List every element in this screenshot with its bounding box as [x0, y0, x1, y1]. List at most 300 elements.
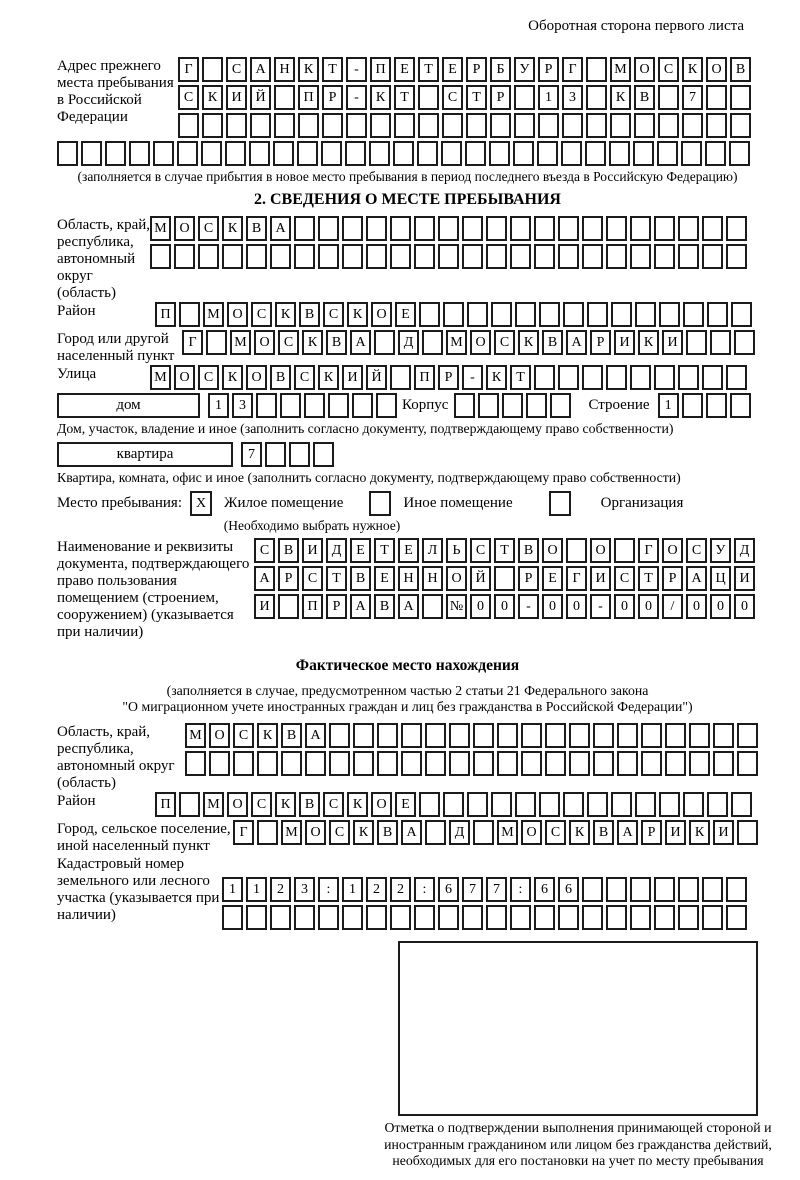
- char-cell[interactable]: :: [510, 877, 531, 902]
- char-cell[interactable]: П: [155, 302, 176, 327]
- char-cell[interactable]: [366, 244, 387, 269]
- char-cell[interactable]: [462, 905, 483, 930]
- char-cell[interactable]: [467, 792, 488, 817]
- char-cell[interactable]: [678, 905, 699, 930]
- char-cell[interactable]: [569, 723, 590, 748]
- char-cell[interactable]: Е: [374, 566, 395, 591]
- char-cell[interactable]: [558, 216, 579, 241]
- char-cell[interactable]: [209, 751, 230, 776]
- char-cell[interactable]: [586, 113, 607, 138]
- char-cell[interactable]: 0: [614, 594, 635, 619]
- char-cell[interactable]: [659, 792, 680, 817]
- char-cell[interactable]: [585, 141, 606, 166]
- char-cell[interactable]: О: [446, 566, 467, 591]
- char-cell[interactable]: [473, 751, 494, 776]
- char-cell[interactable]: [265, 442, 286, 467]
- char-cell[interactable]: [569, 751, 590, 776]
- char-cell[interactable]: С: [614, 566, 635, 591]
- char-cell[interactable]: [497, 751, 518, 776]
- char-cell[interactable]: Т: [326, 566, 347, 591]
- char-cell[interactable]: [81, 141, 102, 166]
- char-cell[interactable]: [318, 244, 339, 269]
- char-cell[interactable]: [654, 216, 675, 241]
- char-cell[interactable]: [202, 57, 223, 82]
- char-cell[interactable]: [658, 113, 679, 138]
- char-cell[interactable]: 1: [246, 877, 267, 902]
- char-cell[interactable]: [257, 751, 278, 776]
- char-cell[interactable]: М: [203, 792, 224, 817]
- char-cell[interactable]: -: [590, 594, 611, 619]
- char-cell[interactable]: [466, 113, 487, 138]
- char-cell[interactable]: А: [350, 594, 371, 619]
- char-cell[interactable]: [726, 877, 747, 902]
- char-cell[interactable]: 0: [686, 594, 707, 619]
- char-cell[interactable]: [153, 141, 174, 166]
- char-cell[interactable]: [707, 302, 728, 327]
- char-cell[interactable]: [438, 216, 459, 241]
- char-cell[interactable]: С: [233, 723, 254, 748]
- char-cell[interactable]: [635, 302, 656, 327]
- char-cell[interactable]: А: [617, 820, 638, 845]
- char-cell[interactable]: [713, 751, 734, 776]
- char-cell[interactable]: 1: [538, 85, 559, 110]
- char-cell[interactable]: [654, 244, 675, 269]
- char-cell[interactable]: [201, 141, 222, 166]
- char-cell[interactable]: [593, 751, 614, 776]
- char-cell[interactable]: В: [593, 820, 614, 845]
- char-cell[interactable]: А: [398, 594, 419, 619]
- char-cell[interactable]: [401, 751, 422, 776]
- char-cell[interactable]: [246, 905, 267, 930]
- char-cell[interactable]: [342, 244, 363, 269]
- char-cell[interactable]: [150, 244, 171, 269]
- char-cell[interactable]: О: [662, 538, 683, 563]
- char-cell[interactable]: 1: [208, 393, 229, 418]
- checkbox-organization[interactable]: [549, 491, 571, 516]
- char-cell[interactable]: [377, 751, 398, 776]
- char-cell[interactable]: [342, 905, 363, 930]
- char-cell[interactable]: К: [257, 723, 278, 748]
- char-cell[interactable]: [665, 751, 686, 776]
- char-cell[interactable]: [414, 905, 435, 930]
- char-cell[interactable]: [414, 216, 435, 241]
- char-cell[interactable]: А: [401, 820, 422, 845]
- char-cell[interactable]: [563, 792, 584, 817]
- char-cell[interactable]: [730, 393, 751, 418]
- char-cell[interactable]: К: [569, 820, 590, 845]
- char-cell[interactable]: [582, 877, 603, 902]
- char-cell[interactable]: А: [254, 566, 275, 591]
- char-cell[interactable]: И: [734, 566, 755, 591]
- char-cell[interactable]: К: [222, 365, 243, 390]
- char-cell[interactable]: [683, 792, 704, 817]
- char-cell[interactable]: В: [350, 566, 371, 591]
- char-cell[interactable]: Р: [662, 566, 683, 591]
- char-cell[interactable]: Л: [422, 538, 443, 563]
- char-cell[interactable]: Р: [322, 85, 343, 110]
- char-cell[interactable]: О: [706, 57, 727, 82]
- char-cell[interactable]: [682, 393, 703, 418]
- char-cell[interactable]: [422, 594, 443, 619]
- char-cell[interactable]: К: [518, 330, 539, 355]
- char-cell[interactable]: [539, 302, 560, 327]
- char-cell[interactable]: К: [689, 820, 710, 845]
- char-cell[interactable]: Г: [566, 566, 587, 591]
- char-cell[interactable]: [494, 566, 515, 591]
- char-cell[interactable]: Т: [510, 365, 531, 390]
- char-cell[interactable]: [294, 216, 315, 241]
- char-cell[interactable]: В: [377, 820, 398, 845]
- char-cell[interactable]: [249, 141, 270, 166]
- char-cell[interactable]: [614, 538, 635, 563]
- char-cell[interactable]: [374, 330, 395, 355]
- char-cell[interactable]: С: [470, 538, 491, 563]
- char-cell[interactable]: [177, 141, 198, 166]
- char-cell[interactable]: [537, 141, 558, 166]
- char-cell[interactable]: 2: [390, 877, 411, 902]
- char-cell[interactable]: [726, 365, 747, 390]
- char-cell[interactable]: 1: [222, 877, 243, 902]
- char-cell[interactable]: П: [298, 85, 319, 110]
- char-cell[interactable]: [682, 113, 703, 138]
- char-cell[interactable]: [425, 723, 446, 748]
- char-cell[interactable]: [513, 141, 534, 166]
- char-cell[interactable]: [630, 244, 651, 269]
- char-cell[interactable]: [606, 365, 627, 390]
- char-cell[interactable]: О: [521, 820, 542, 845]
- char-cell[interactable]: Н: [398, 566, 419, 591]
- char-cell[interactable]: [737, 751, 758, 776]
- char-cell[interactable]: О: [590, 538, 611, 563]
- char-cell[interactable]: И: [713, 820, 734, 845]
- char-cell[interactable]: 1: [342, 877, 363, 902]
- char-cell[interactable]: А: [305, 723, 326, 748]
- char-cell[interactable]: С: [302, 566, 323, 591]
- char-cell[interactable]: [534, 244, 555, 269]
- char-cell[interactable]: [737, 820, 758, 845]
- char-cell[interactable]: С: [323, 302, 344, 327]
- char-cell[interactable]: [630, 365, 651, 390]
- char-cell[interactable]: [521, 751, 542, 776]
- char-cell[interactable]: М: [230, 330, 251, 355]
- char-cell[interactable]: Р: [466, 57, 487, 82]
- char-cell[interactable]: [105, 141, 126, 166]
- char-cell[interactable]: [630, 216, 651, 241]
- char-cell[interactable]: [609, 141, 630, 166]
- char-cell[interactable]: [582, 905, 603, 930]
- char-cell[interactable]: [473, 820, 494, 845]
- char-cell[interactable]: [654, 905, 675, 930]
- char-cell[interactable]: С: [178, 85, 199, 110]
- char-cell[interactable]: [713, 723, 734, 748]
- char-cell[interactable]: [702, 365, 723, 390]
- char-cell[interactable]: С: [251, 792, 272, 817]
- char-cell[interactable]: [654, 365, 675, 390]
- char-cell[interactable]: [280, 393, 301, 418]
- char-cell[interactable]: [250, 113, 271, 138]
- char-cell[interactable]: О: [209, 723, 230, 748]
- char-cell[interactable]: [706, 85, 727, 110]
- char-cell[interactable]: [443, 792, 464, 817]
- char-cell[interactable]: [425, 820, 446, 845]
- char-cell[interactable]: [734, 330, 755, 355]
- char-cell[interactable]: Р: [641, 820, 662, 845]
- char-cell[interactable]: [418, 113, 439, 138]
- char-cell[interactable]: [678, 216, 699, 241]
- char-cell[interactable]: [702, 216, 723, 241]
- char-cell[interactable]: 3: [232, 393, 253, 418]
- char-cell[interactable]: [730, 85, 751, 110]
- char-cell[interactable]: [654, 877, 675, 902]
- char-cell[interactable]: 2: [366, 877, 387, 902]
- char-cell[interactable]: [297, 141, 318, 166]
- char-cell[interactable]: Г: [638, 538, 659, 563]
- char-cell[interactable]: Н: [422, 566, 443, 591]
- char-cell[interactable]: Б: [490, 57, 511, 82]
- char-cell[interactable]: [370, 113, 391, 138]
- char-cell[interactable]: Р: [538, 57, 559, 82]
- char-cell[interactable]: [534, 905, 555, 930]
- char-cell[interactable]: [702, 905, 723, 930]
- char-cell[interactable]: И: [662, 330, 683, 355]
- char-cell[interactable]: [278, 594, 299, 619]
- char-cell[interactable]: [539, 792, 560, 817]
- char-cell[interactable]: [538, 113, 559, 138]
- char-cell[interactable]: 7: [241, 442, 262, 467]
- char-cell[interactable]: В: [542, 330, 563, 355]
- char-cell[interactable]: Й: [366, 365, 387, 390]
- char-cell[interactable]: [443, 302, 464, 327]
- char-cell[interactable]: [630, 905, 651, 930]
- char-cell[interactable]: К: [222, 216, 243, 241]
- char-cell[interactable]: [462, 216, 483, 241]
- char-cell[interactable]: Т: [322, 57, 343, 82]
- char-cell[interactable]: [582, 244, 603, 269]
- char-cell[interactable]: [706, 113, 727, 138]
- char-cell[interactable]: [702, 877, 723, 902]
- char-cell[interactable]: [658, 85, 679, 110]
- char-cell[interactable]: В: [299, 302, 320, 327]
- char-cell[interactable]: К: [638, 330, 659, 355]
- apartment-box[interactable]: квартира: [57, 442, 233, 467]
- char-cell[interactable]: [610, 113, 631, 138]
- char-cell[interactable]: [593, 723, 614, 748]
- char-cell[interactable]: Д: [734, 538, 755, 563]
- char-cell[interactable]: -: [518, 594, 539, 619]
- char-cell[interactable]: [179, 302, 200, 327]
- char-cell[interactable]: К: [486, 365, 507, 390]
- char-cell[interactable]: 0: [470, 594, 491, 619]
- char-cell[interactable]: [545, 723, 566, 748]
- char-cell[interactable]: [454, 393, 475, 418]
- char-cell[interactable]: Т: [466, 85, 487, 110]
- char-cell[interactable]: 2: [270, 877, 291, 902]
- char-cell[interactable]: [393, 141, 414, 166]
- char-cell[interactable]: [328, 393, 349, 418]
- char-cell[interactable]: [490, 113, 511, 138]
- char-cell[interactable]: [702, 244, 723, 269]
- char-cell[interactable]: Р: [518, 566, 539, 591]
- char-cell[interactable]: [179, 792, 200, 817]
- char-cell[interactable]: [390, 244, 411, 269]
- char-cell[interactable]: В: [246, 216, 267, 241]
- char-cell[interactable]: С: [198, 216, 219, 241]
- char-cell[interactable]: В: [374, 594, 395, 619]
- char-cell[interactable]: А: [350, 330, 371, 355]
- char-cell[interactable]: [657, 141, 678, 166]
- char-cell[interactable]: [606, 216, 627, 241]
- char-cell[interactable]: [313, 442, 334, 467]
- char-cell[interactable]: [390, 216, 411, 241]
- char-cell[interactable]: В: [518, 538, 539, 563]
- char-cell[interactable]: [534, 216, 555, 241]
- char-cell[interactable]: Р: [326, 594, 347, 619]
- char-cell[interactable]: [376, 393, 397, 418]
- char-cell[interactable]: 0: [542, 594, 563, 619]
- char-cell[interactable]: Й: [470, 566, 491, 591]
- char-cell[interactable]: В: [730, 57, 751, 82]
- char-cell[interactable]: [558, 905, 579, 930]
- char-cell[interactable]: Д: [326, 538, 347, 563]
- char-cell[interactable]: [462, 244, 483, 269]
- char-cell[interactable]: [563, 302, 584, 327]
- char-cell[interactable]: К: [370, 85, 391, 110]
- char-cell[interactable]: М: [281, 820, 302, 845]
- char-cell[interactable]: [225, 141, 246, 166]
- char-cell[interactable]: М: [203, 302, 224, 327]
- char-cell[interactable]: [550, 393, 571, 418]
- char-cell[interactable]: [566, 538, 587, 563]
- char-cell[interactable]: Р: [490, 85, 511, 110]
- char-cell[interactable]: [438, 905, 459, 930]
- char-cell[interactable]: С: [251, 302, 272, 327]
- char-cell[interactable]: К: [302, 330, 323, 355]
- char-cell[interactable]: -: [462, 365, 483, 390]
- char-cell[interactable]: [366, 216, 387, 241]
- char-cell[interactable]: 7: [462, 877, 483, 902]
- char-cell[interactable]: [678, 877, 699, 902]
- char-cell[interactable]: [689, 751, 710, 776]
- char-cell[interactable]: [441, 141, 462, 166]
- char-cell[interactable]: [514, 85, 535, 110]
- char-cell[interactable]: [274, 113, 295, 138]
- char-cell[interactable]: [321, 141, 342, 166]
- char-cell[interactable]: [304, 393, 325, 418]
- char-cell[interactable]: [686, 330, 707, 355]
- char-cell[interactable]: В: [299, 792, 320, 817]
- char-cell[interactable]: И: [254, 594, 275, 619]
- char-cell[interactable]: [246, 244, 267, 269]
- char-cell[interactable]: Ц: [710, 566, 731, 591]
- char-cell[interactable]: М: [610, 57, 631, 82]
- char-cell[interactable]: П: [370, 57, 391, 82]
- char-cell[interactable]: Е: [398, 538, 419, 563]
- char-cell[interactable]: Т: [394, 85, 415, 110]
- char-cell[interactable]: [425, 751, 446, 776]
- char-cell[interactable]: [611, 792, 632, 817]
- char-cell[interactable]: Е: [542, 566, 563, 591]
- char-cell[interactable]: Д: [398, 330, 419, 355]
- char-cell[interactable]: Р: [590, 330, 611, 355]
- char-cell[interactable]: Е: [442, 57, 463, 82]
- char-cell[interactable]: [726, 216, 747, 241]
- char-cell[interactable]: [270, 905, 291, 930]
- char-cell[interactable]: С: [686, 538, 707, 563]
- char-cell[interactable]: Т: [494, 538, 515, 563]
- char-cell[interactable]: [491, 302, 512, 327]
- char-cell[interactable]: 7: [486, 877, 507, 902]
- char-cell[interactable]: [478, 393, 499, 418]
- char-cell[interactable]: [689, 723, 710, 748]
- char-cell[interactable]: [706, 393, 727, 418]
- char-cell[interactable]: С: [323, 792, 344, 817]
- char-cell[interactable]: [521, 723, 542, 748]
- char-cell[interactable]: О: [254, 330, 275, 355]
- char-cell[interactable]: Г: [562, 57, 583, 82]
- char-cell[interactable]: О: [246, 365, 267, 390]
- char-cell[interactable]: 1: [658, 393, 679, 418]
- char-cell[interactable]: [394, 113, 415, 138]
- char-cell[interactable]: [558, 244, 579, 269]
- char-cell[interactable]: [257, 820, 278, 845]
- char-cell[interactable]: [561, 141, 582, 166]
- char-cell[interactable]: :: [318, 877, 339, 902]
- char-cell[interactable]: Й: [250, 85, 271, 110]
- char-cell[interactable]: [438, 244, 459, 269]
- char-cell[interactable]: К: [610, 85, 631, 110]
- char-cell[interactable]: [737, 723, 758, 748]
- char-cell[interactable]: И: [590, 566, 611, 591]
- char-cell[interactable]: [635, 792, 656, 817]
- char-cell[interactable]: [659, 302, 680, 327]
- char-cell[interactable]: [390, 365, 411, 390]
- char-cell[interactable]: [617, 723, 638, 748]
- char-cell[interactable]: [707, 792, 728, 817]
- char-cell[interactable]: В: [326, 330, 347, 355]
- char-cell[interactable]: [558, 365, 579, 390]
- char-cell[interactable]: [683, 302, 704, 327]
- checkbox-residential[interactable]: X: [190, 491, 212, 516]
- char-cell[interactable]: [486, 216, 507, 241]
- char-cell[interactable]: [641, 723, 662, 748]
- char-cell[interactable]: А: [270, 216, 291, 241]
- char-cell[interactable]: [329, 723, 350, 748]
- char-cell[interactable]: [377, 723, 398, 748]
- char-cell[interactable]: 6: [558, 877, 579, 902]
- char-cell[interactable]: [417, 141, 438, 166]
- char-cell[interactable]: А: [250, 57, 271, 82]
- char-cell[interactable]: П: [302, 594, 323, 619]
- char-cell[interactable]: [630, 877, 651, 902]
- char-cell[interactable]: С: [278, 330, 299, 355]
- char-cell[interactable]: И: [302, 538, 323, 563]
- char-cell[interactable]: 0: [638, 594, 659, 619]
- char-cell[interactable]: [726, 244, 747, 269]
- char-cell[interactable]: С: [329, 820, 350, 845]
- char-cell[interactable]: [422, 330, 443, 355]
- char-cell[interactable]: [294, 905, 315, 930]
- char-cell[interactable]: Т: [418, 57, 439, 82]
- char-cell[interactable]: К: [347, 792, 368, 817]
- char-cell[interactable]: [467, 302, 488, 327]
- char-cell[interactable]: [731, 302, 752, 327]
- char-cell[interactable]: [562, 113, 583, 138]
- char-cell[interactable]: [489, 141, 510, 166]
- char-cell[interactable]: [222, 244, 243, 269]
- char-cell[interactable]: [256, 393, 277, 418]
- char-cell[interactable]: [401, 723, 422, 748]
- char-cell[interactable]: 0: [710, 594, 731, 619]
